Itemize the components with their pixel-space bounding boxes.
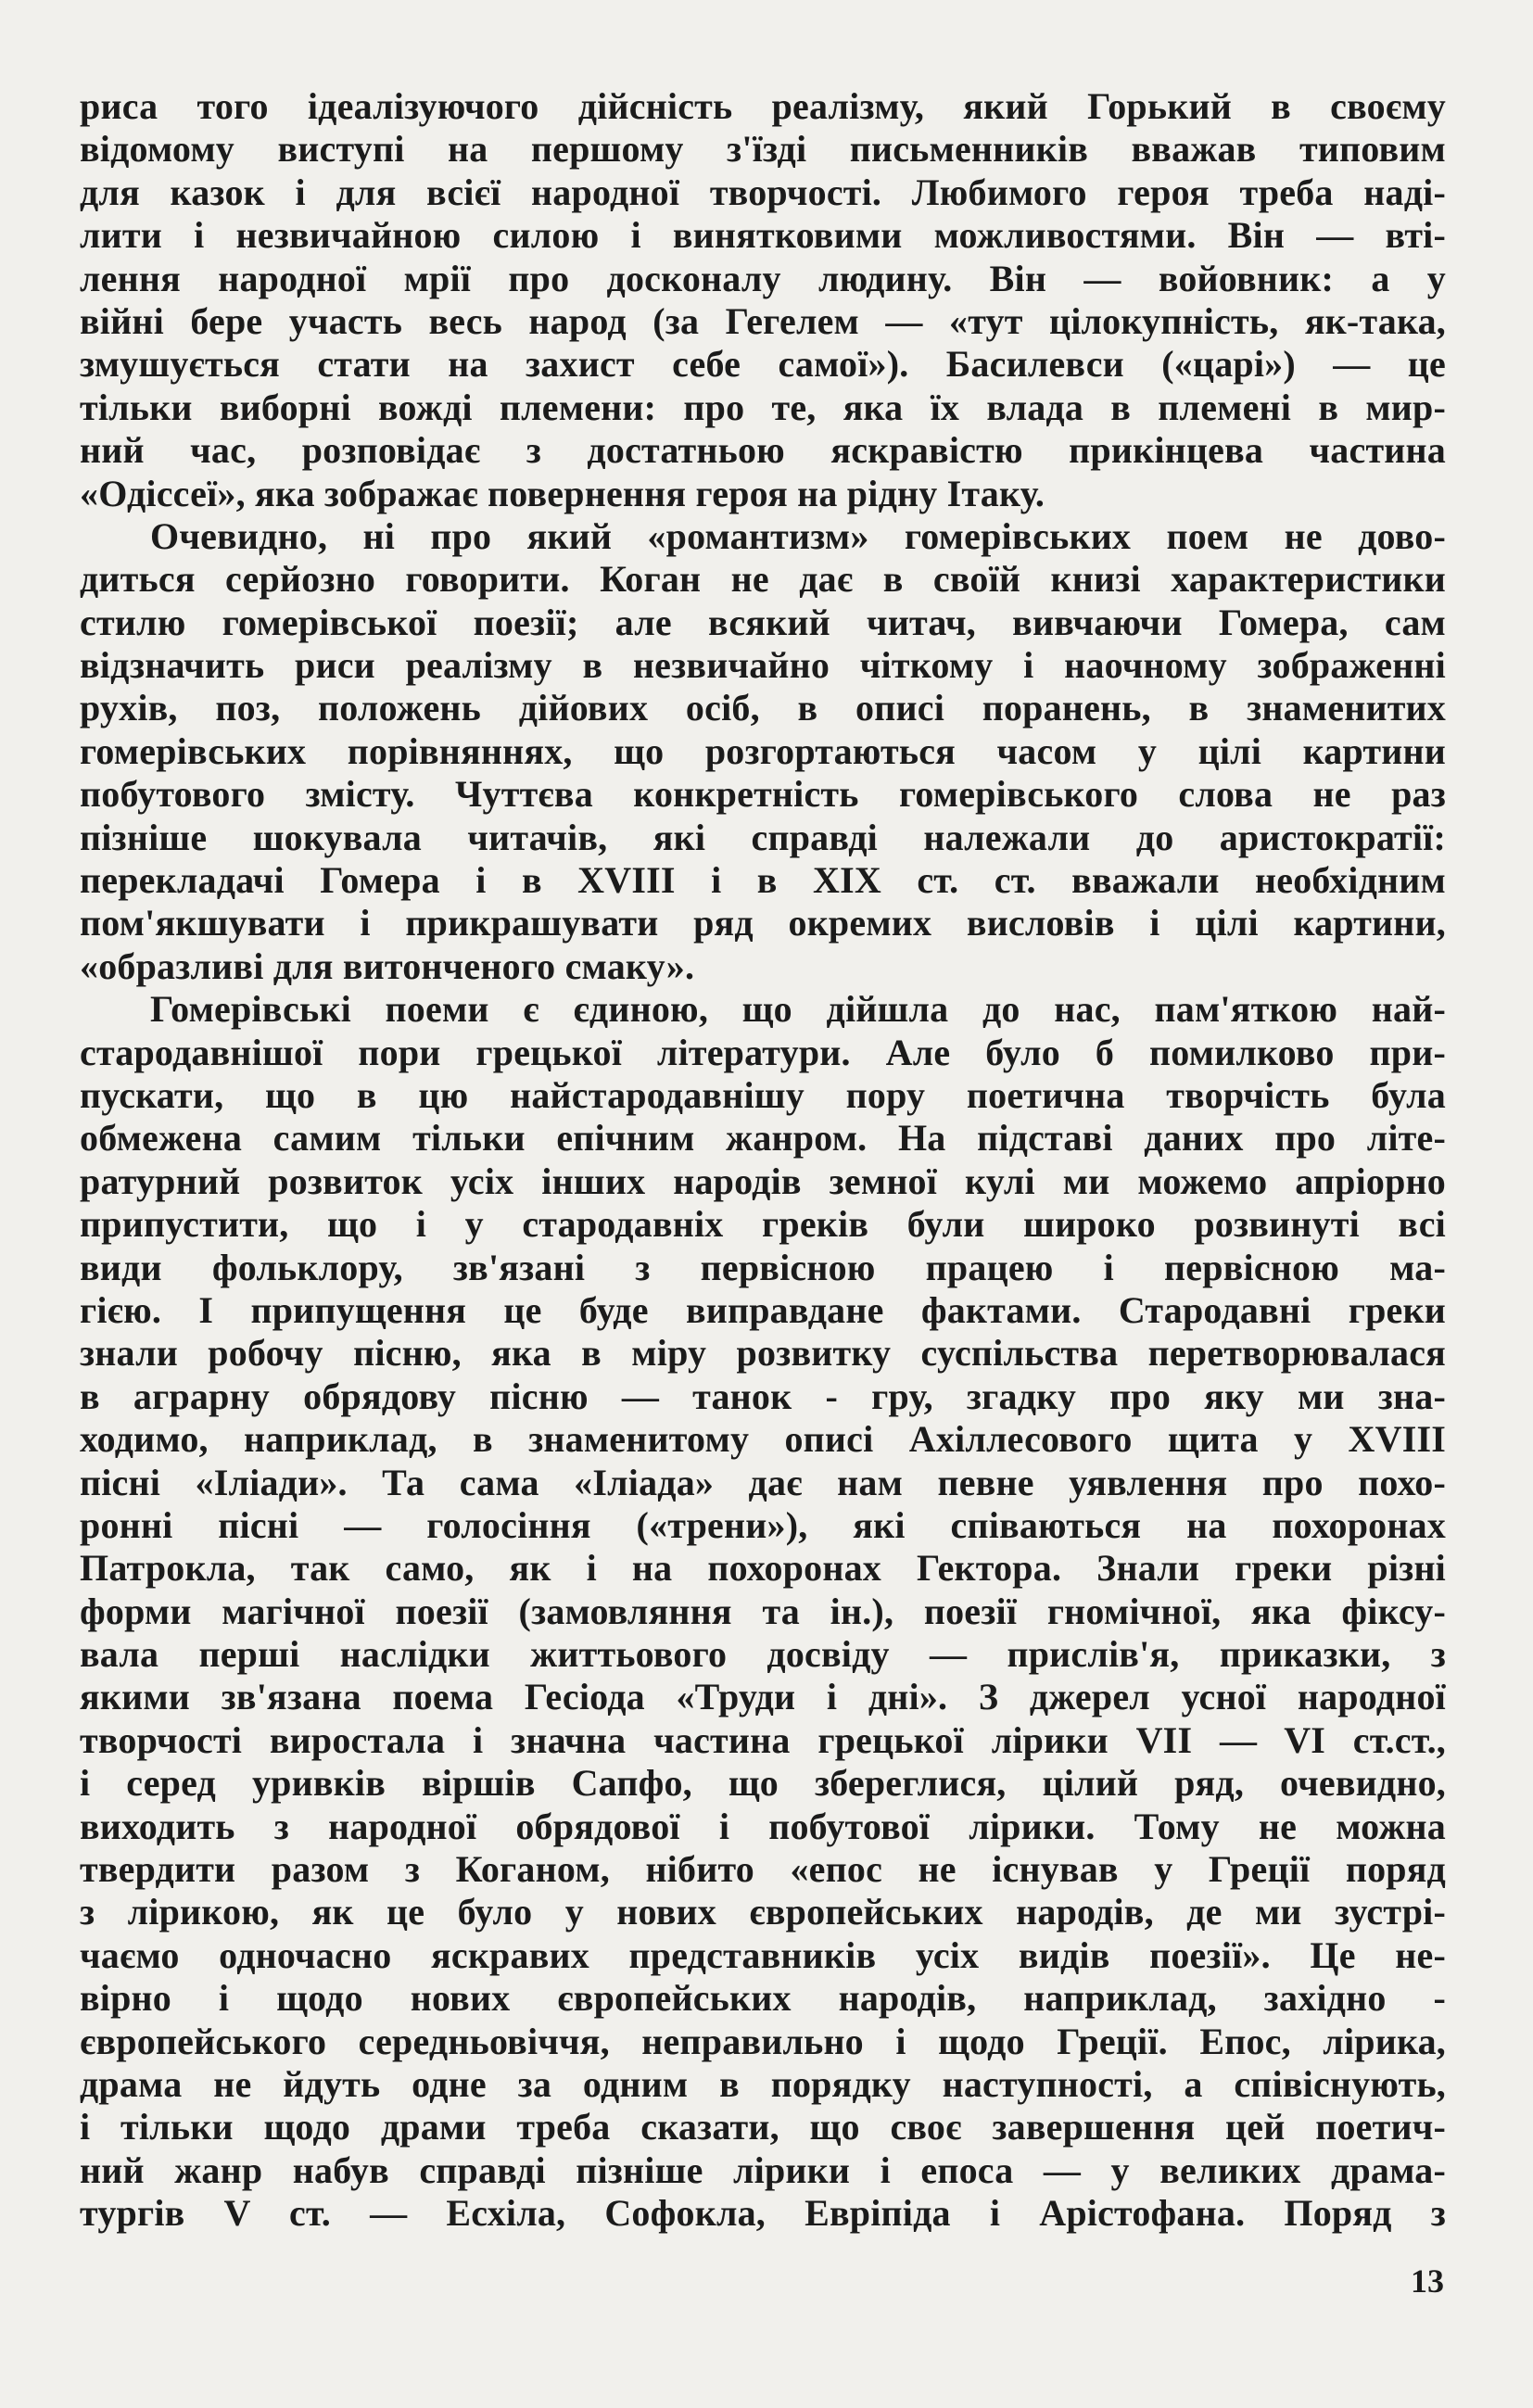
text-line: війні бере участь весь народ (за Гегелем — «тут цілокупність, як-така, [80, 299, 1446, 342]
text-line: пізніше шокувала читачів, які справді належали до аристократії: [80, 816, 1446, 858]
text-line: гомерівських порівняннях, що розгортаються часом у цілі картини [80, 729, 1446, 772]
text-line: гією. І припущення це буде виправдане фактами. Стародавні греки [80, 1288, 1446, 1331]
text-line: обмежена самим тільки епічним жанром. На підставі даних про літе- [80, 1117, 1446, 1160]
text-line: диться серйозно говорити. Коган не дає в своїй книзі характеристики [80, 558, 1446, 601]
text-line: відзначить риси реалізму в незвичайно чіткому і наочному зображенні [80, 644, 1446, 687]
text-line: стародавнішої пори грецької літератури. Але було б помилково при- [80, 1031, 1446, 1073]
text-line: ратурний розвиток усіх інших народів земної кулі ми можемо апріорно [80, 1160, 1446, 1202]
text-line: ходимо, наприклад, в знаменитому описі Ахіллесового щита у XVIII [80, 1418, 1446, 1461]
text-line: лити і незвичайною силою і винятковими можливостями. Він — вті- [80, 214, 1446, 257]
text-line: побутового змісту. Чуттєва конкретність гомерівського слова не раз [80, 773, 1446, 816]
text-line: якими зв'язана поема Гесіода «Труди і дні». З джерел усної народної [80, 1676, 1446, 1718]
text-line: чаємо одночасно яскравих представників усіх видів поезії». Це не- [80, 1933, 1446, 1976]
text-line: ний час, розповідає з достатньою яскравістю прикінцева частина [80, 429, 1446, 472]
text-line: вірно і щодо нових європейських народів, наприклад, західно - [80, 1977, 1446, 2020]
text-line: твердити разом з Коганом, нібито «епос не існував у Греції поряд [80, 1848, 1446, 1891]
paragraph [80, 515, 1446, 988]
text-line: «образливі для витонченого смаку». [80, 944, 695, 987]
text-line: рухів, поз, положень дійових осіб, в описі поранень, в знаменитих [80, 687, 1446, 729]
text-line: пісні «Іліади». Та сама «Іліада» дає нам певне уявлення про похо- [80, 1461, 1446, 1503]
text-line: стилю гомерівської поезії; але всякий читач, вивчаючи Гомера, сам [80, 601, 1446, 643]
text-line: ронні пісні — голосіння («трени»), які співаються на похоронах [80, 1503, 1446, 1546]
paragraph [80, 988, 1446, 2235]
text-line: види фольклору, зв'язані з первісною працею і первісною ма- [80, 1246, 1446, 1288]
text-line: вала перші наслідки життьового досвіду — прислів'я, приказки, з [80, 1633, 1446, 1676]
text-line: з лірикою, як це було у нових європейських народів, де ми зустрі- [80, 1891, 1446, 1933]
text-line: виходить з народної обрядової і побутової лірики. Тому не можна [80, 1805, 1446, 1847]
paragraph [80, 85, 1446, 515]
text-line: знали робочу пісню, яка в міру розвитку суспільства перетворювалася [80, 1332, 1446, 1375]
text-line: драма не йдуть одне за одним в порядку наступності, а співіснують, [80, 2062, 1446, 2105]
text-line: форми магічної поезії (замовляння та ін.), поезії гномічної, яка фіксу- [80, 1590, 1446, 1632]
text-line: Патрокла, так само, як і на похоронах Гектора. Знали греки різні [80, 1547, 1446, 1590]
text-line: пускати, що в цю найстародавнішу пору поетична творчість була [80, 1073, 1446, 1116]
text-line: лення народної мрії про досконалу людину. Він — войовник: а у [80, 257, 1446, 299]
text-line: в аграрну обрядову пісню — танок - гру, згадку про яку ми зна- [80, 1375, 1446, 1417]
text-line: європейського середньовіччя, неправильно і щодо Греції. Епос, лірика, [80, 2020, 1446, 2062]
text-line: для казок і для всієї народної творчості. Любимого героя треба наді- [80, 171, 1446, 213]
text-line: «Одіссеї», яка зображає повернення героя на рідну Ітаку. [80, 472, 1045, 514]
text-line: риса того ідеалізуючого дійсність реалізму, який Горький в своєму [80, 85, 1446, 127]
text-line: творчості виростала і значна частина грецької лірики VII — VI ст.ст., [80, 1718, 1446, 1761]
text-line: перекладачі Гомера і в XVIII і в XIX ст. ст. вважали необхідним [80, 859, 1446, 902]
body-text [80, 85, 1446, 2236]
text-line: пом'якшувати і прикрашувати ряд окремих висловів і цілі картини, [80, 902, 1446, 944]
text-line: ний жанр набув справді пізніше лірики і епоса — у великих драма- [80, 2148, 1446, 2191]
text-line: Гомерівські поеми є єдиною, що дійшла до нас, пам'яткою най- [150, 988, 1446, 1031]
text-line: припустити, що і у стародавніх греків були широко розвинуті всі [80, 1203, 1446, 1246]
text-line: тургів V ст. — Есхіла, Софокла, Евріпіда і Арістофана. Поряд з [80, 2192, 1446, 2235]
page-number: 13 [1411, 2262, 1444, 2300]
text-line: відомому виступі на першому з'їзді письменників вважав типовим [80, 128, 1446, 171]
text-line: Очевидно, ні про який «романтизм» гомерівських поем не дово- [150, 514, 1446, 557]
text-line: тільки виборні вожді племени: про те, яка їх влада в племені в мир- [80, 386, 1446, 428]
text-line: і серед уривків віршів Сапфо, що збереглися, цілий ряд, очевидно, [80, 1762, 1446, 1805]
text-line: і тільки щодо драми треба сказати, що своє завершення цей поетич- [80, 2106, 1446, 2148]
text-line: змушується стати на захист себе самої»). Басилевси («царі») — це [80, 343, 1446, 386]
